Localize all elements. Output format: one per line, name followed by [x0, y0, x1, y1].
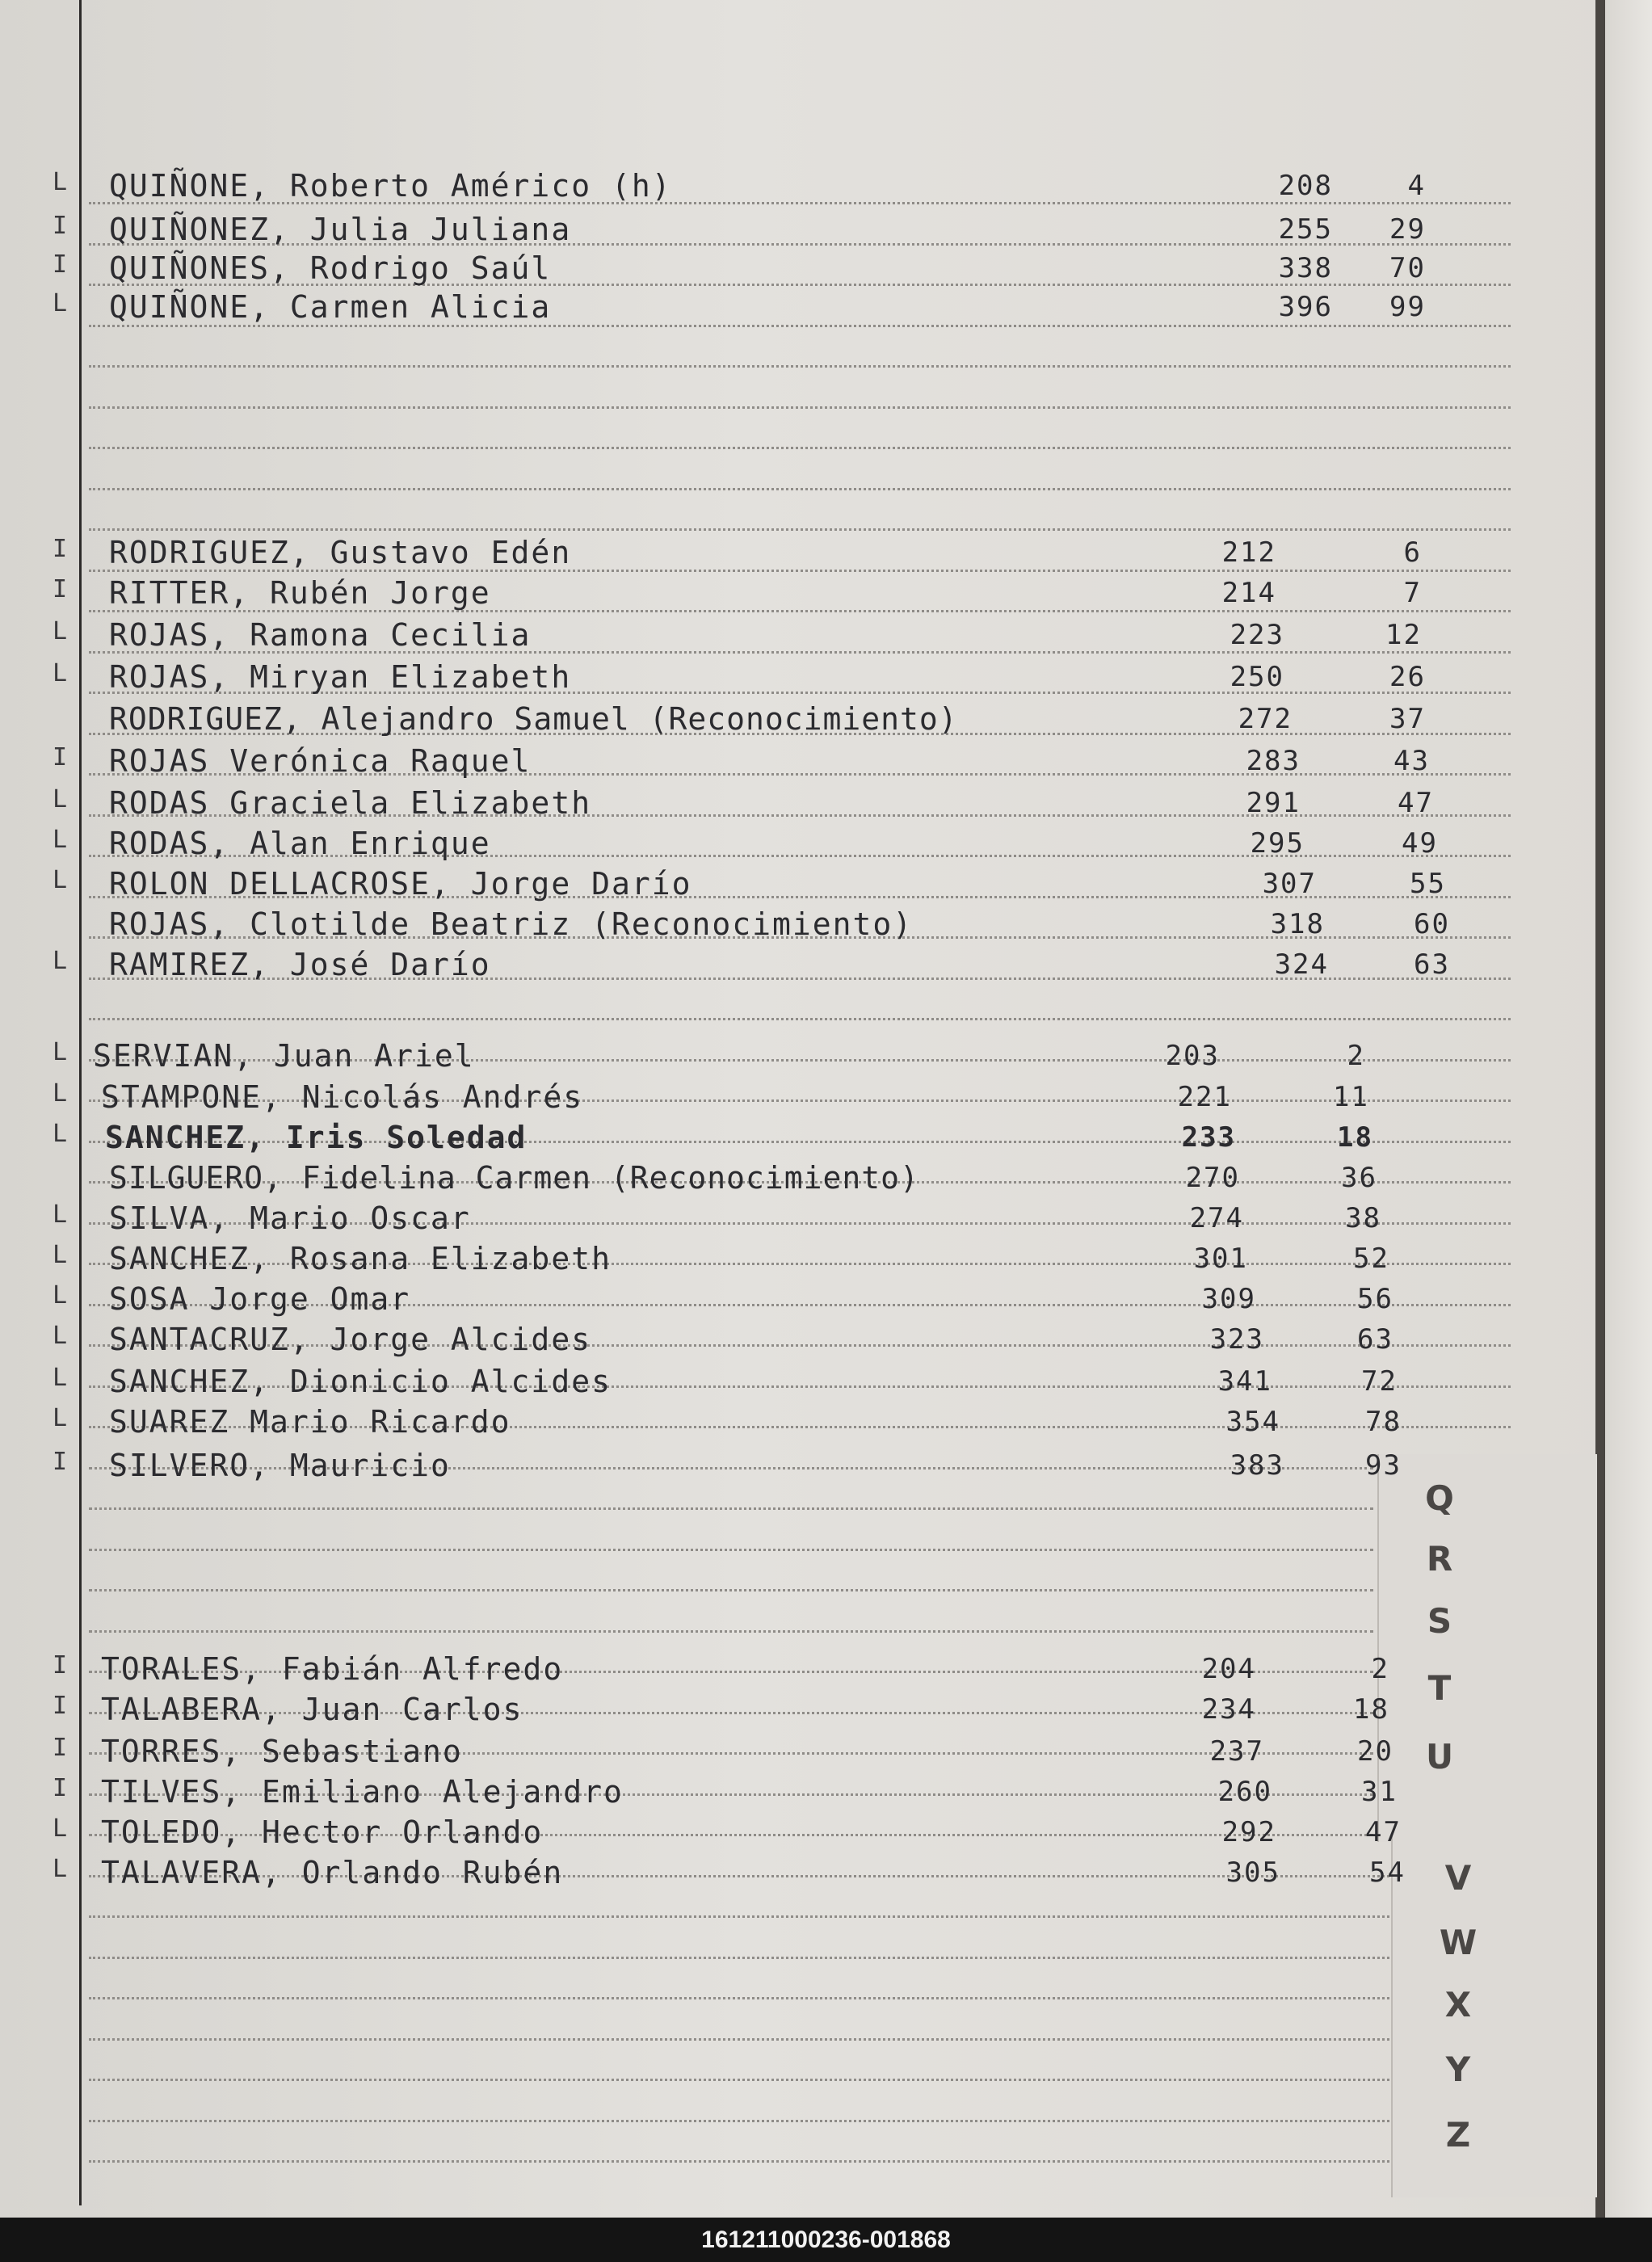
entry-number: 4 [1407, 170, 1426, 202]
entry-folio: 324 [1274, 948, 1329, 981]
entry-number: 63 [1414, 948, 1450, 981]
entry-folio: 396 [1278, 291, 1333, 323]
entry-name: TILVES, Emiliano Alejandro [101, 1774, 624, 1810]
entry-folio: 260 [1217, 1776, 1272, 1808]
index-entry [48, 826, 1438, 863]
entry-mark: L [52, 1404, 69, 1432]
ruled-line [89, 1915, 1389, 1918]
entry-number: 38 [1345, 1202, 1381, 1234]
entry-name: ROJAS Verónica Raquel [109, 743, 532, 779]
index-entry [48, 1281, 1393, 1318]
entry-mark: I [52, 575, 69, 603]
entry-number: 93 [1365, 1449, 1402, 1482]
entry-folio: 204 [1201, 1653, 1256, 1685]
entry-name: SILVA, Mario Oscar [109, 1200, 471, 1236]
entry-number: 43 [1393, 745, 1430, 777]
binding-shadow [1605, 0, 1652, 2218]
index-entry [48, 1692, 1389, 1729]
entry-name: TORALES, Fabián Alfredo [101, 1651, 564, 1687]
entry-folio: 318 [1270, 908, 1325, 940]
entry-name: RODRIGUEZ, Alejandro Samuel (Reconocimiento) [109, 701, 958, 737]
entry-number: 18 [1353, 1693, 1389, 1726]
entry-number: 26 [1389, 661, 1426, 693]
entry-name: RODRIGUEZ, Gustavo Edén [109, 535, 572, 570]
entry-number: 72 [1361, 1365, 1398, 1398]
entry-folio: 307 [1262, 868, 1317, 900]
entry-mark: I [52, 212, 69, 240]
tab-letter-s[interactable]: S [1427, 1601, 1452, 1641]
ruled-line [89, 528, 1511, 531]
entry-folio: 309 [1201, 1283, 1256, 1315]
ruled-line [89, 2038, 1389, 2041]
entry-mark: L [52, 289, 69, 317]
entry-folio: 301 [1193, 1242, 1248, 1275]
entry-folio: 338 [1278, 252, 1333, 284]
entry-name: SOSA Jorge Omar [109, 1281, 411, 1317]
tab-letter-r[interactable]: R [1426, 1539, 1453, 1579]
entry-name: ROJAS, Miryan Elizabeth [109, 659, 572, 695]
entry-mark: L [52, 1281, 69, 1310]
entry-name: RAMIREZ, José Darío [109, 947, 491, 982]
entry-mark: L [52, 659, 69, 687]
entry-name: SILVERO, Mauricio [109, 1448, 451, 1483]
entry-folio: 283 [1246, 745, 1301, 777]
entry-folio: 250 [1230, 661, 1284, 693]
index-entry [48, 1364, 1398, 1401]
index-entry [48, 1241, 1389, 1278]
index-entry [48, 866, 1446, 903]
entry-number: 52 [1353, 1242, 1389, 1275]
ruled-line [89, 1549, 1373, 1551]
entry-folio: 233 [1181, 1121, 1236, 1154]
index-entry [48, 1120, 1389, 1157]
entry-number: 31 [1361, 1776, 1398, 1808]
index-entry [48, 743, 1430, 780]
archive-id-bar [0, 2218, 1652, 2262]
entry-number: 47 [1365, 1816, 1402, 1848]
entry-name: SANCHEZ, Rosana Elizabeth [109, 1241, 612, 1276]
entry-mark: L [52, 785, 69, 814]
entry-number: 2 [1347, 1040, 1365, 1072]
entry-number: 56 [1357, 1283, 1393, 1315]
ruled-line [89, 1997, 1389, 1999]
entry-name: SANCHEZ, Dionicio Alcides [109, 1364, 612, 1399]
index-entry [48, 617, 1422, 654]
entry-mark: L [52, 1200, 69, 1229]
entry-number: 36 [1341, 1162, 1377, 1194]
entry-name: SERVIAN, Juan Ariel [93, 1038, 475, 1074]
ruled-line [89, 447, 1511, 449]
entry-number: 49 [1402, 827, 1438, 860]
entry-mark: L [52, 617, 69, 645]
entry-folio: 208 [1278, 170, 1333, 202]
entry-folio: 212 [1221, 536, 1276, 569]
tab-letter-t[interactable]: T [1427, 1668, 1452, 1708]
entry-number: 18 [1337, 1121, 1373, 1154]
entry-folio: 255 [1278, 213, 1333, 246]
entry-name: ROJAS, Clotilde Beatriz (Reconocimiento) [109, 906, 914, 942]
entry-number: 6 [1403, 536, 1422, 569]
entry-number: 2 [1371, 1653, 1389, 1685]
index-entry [48, 659, 1426, 696]
index-entry [48, 1855, 1406, 1892]
index-entry [48, 168, 1426, 205]
tab-letter-v[interactable]: V [1444, 1858, 1472, 1898]
ruled-line [89, 1507, 1373, 1510]
entry-name: TOLEDO, Hector Orlando [101, 1814, 544, 1850]
entry-folio: 214 [1221, 577, 1276, 609]
entry-number: 29 [1389, 213, 1426, 246]
entry-folio: 295 [1250, 827, 1305, 860]
entry-name: SUAREZ Mario Ricardo [109, 1404, 511, 1440]
ruled-line [89, 488, 1511, 490]
entry-folio: 237 [1209, 1735, 1264, 1768]
index-entry [48, 1734, 1393, 1771]
entry-number: 12 [1385, 619, 1422, 651]
entry-mark: L [52, 1322, 69, 1350]
index-entry [48, 535, 1422, 572]
alphabet-tab-upper [1377, 1454, 1597, 1842]
ruled-line [89, 1018, 1511, 1020]
index-entry [48, 701, 1426, 738]
entry-folio: 223 [1230, 619, 1284, 651]
entry-folio: 292 [1221, 1816, 1276, 1848]
entry-folio: 383 [1230, 1449, 1284, 1482]
index-entry [48, 1814, 1402, 1852]
entry-folio: 341 [1217, 1365, 1272, 1398]
ruled-line [89, 406, 1511, 409]
index-entry [48, 1322, 1393, 1359]
index-entry [48, 947, 1450, 984]
entry-mark: I [52, 743, 69, 772]
index-entry [48, 906, 1450, 944]
entry-mark: L [52, 1364, 69, 1392]
entry-folio: 270 [1185, 1162, 1240, 1194]
entry-folio: 272 [1238, 703, 1293, 735]
entry-folio: 305 [1225, 1856, 1280, 1889]
ruled-line [89, 365, 1511, 368]
entry-number: 37 [1389, 703, 1426, 735]
entry-folio: 291 [1246, 787, 1301, 819]
entry-folio: 234 [1201, 1693, 1256, 1726]
index-entry [48, 785, 1434, 822]
entry-mark: I [52, 1734, 69, 1762]
entry-number: 47 [1398, 787, 1434, 819]
entry-folio: 274 [1189, 1202, 1244, 1234]
index-entry [48, 1200, 1389, 1238]
entry-name: QUIÑONES, Rodrigo Saúl [109, 250, 552, 286]
entry-mark: L [52, 826, 69, 854]
entry-mark: L [52, 1814, 69, 1843]
entry-name: SANTACRUZ, Jorge Alcides [109, 1322, 592, 1357]
entry-name: TALABERA, Juan Carlos [101, 1692, 523, 1727]
index-entry [48, 289, 1426, 326]
entry-mark: I [52, 1774, 69, 1802]
entry-folio: 221 [1177, 1081, 1232, 1113]
entry-mark: I [52, 535, 69, 563]
entry-name: STAMPONE, Nicolás Andrés [101, 1079, 584, 1115]
tab-letter-q[interactable]: Q [1425, 1478, 1454, 1518]
alphabet-tab-lower [1391, 1834, 1597, 2197]
entry-name: SILGUERO, Fidelina Carmen (Reconocimiento) [109, 1160, 919, 1196]
tab-letter-u[interactable]: U [1425, 1737, 1454, 1776]
entry-name: TORRES, Sebastiano [101, 1734, 463, 1769]
entry-mark: L [52, 947, 69, 975]
entry-mark: I [52, 1448, 69, 1476]
tab-letter-y[interactable]: Y [1445, 2050, 1471, 2089]
index-entry [48, 1404, 1402, 1441]
entry-name: RITTER, Rubén Jorge [109, 575, 491, 611]
entry-folio: 323 [1209, 1323, 1264, 1356]
index-entry [48, 1774, 1398, 1811]
entry-name: ROLON DELLACROSE, Jorge Darío [109, 866, 692, 902]
index-entry [48, 1448, 1402, 1485]
ruled-line [89, 1589, 1373, 1591]
entry-mark: L [52, 1855, 69, 1883]
entry-name: QUIÑONE, Roberto Américo (h) [109, 168, 672, 204]
entry-number: 20 [1357, 1735, 1393, 1768]
entry-name: RODAS Graciela Elizabeth [109, 785, 592, 821]
index-entry [48, 212, 1426, 249]
ruled-line [89, 2079, 1389, 2081]
entry-mark: I [52, 1651, 69, 1680]
entry-mark: L [52, 1038, 69, 1066]
entry-number: 54 [1369, 1856, 1406, 1889]
ruled-line [89, 2160, 1389, 2163]
entry-mark: L [52, 866, 69, 894]
index-entry [48, 575, 1422, 612]
index-entry [48, 1160, 1389, 1197]
entry-number: 63 [1357, 1323, 1393, 1356]
entry-mark: L [52, 1079, 69, 1108]
entry-mark: L [52, 1241, 69, 1269]
entry-name: QUIÑONEZ, Julia Juliana [109, 212, 572, 247]
tab-letter-x[interactable]: X [1444, 1985, 1472, 2024]
tab-letter-z[interactable]: Z [1445, 2115, 1471, 2155]
entry-name: TALAVERA, Orlando Rubén [101, 1855, 564, 1890]
entry-name: SANCHEZ, Iris Soledad [105, 1120, 528, 1155]
entry-number: 99 [1389, 291, 1426, 323]
entry-number: 11 [1333, 1081, 1369, 1113]
entry-folio: 354 [1225, 1406, 1280, 1438]
entry-mark: L [52, 168, 69, 196]
ruled-line [89, 2120, 1389, 2122]
entry-mark: I [52, 250, 69, 279]
entry-number: 55 [1410, 868, 1446, 900]
ruled-line [89, 1957, 1389, 1959]
entry-number: 78 [1365, 1406, 1402, 1438]
entry-number: 70 [1389, 252, 1426, 284]
entry-number: 7 [1403, 577, 1422, 609]
entry-name: ROJAS, Ramona Cecilia [109, 617, 532, 653]
entry-name: RODAS, Alan Enrique [109, 826, 491, 861]
index-entry [48, 250, 1426, 288]
archive-id: 161211000236-001868 [701, 2226, 951, 2253]
ruled-line [89, 1630, 1373, 1633]
tab-letter-w[interactable]: W [1439, 1923, 1478, 1962]
index-entry [48, 1038, 1389, 1075]
entry-mark: L [52, 1120, 69, 1148]
entry-mark: I [52, 1692, 69, 1720]
index-entry [48, 1079, 1389, 1116]
index-entry [48, 1651, 1389, 1688]
entry-number: 60 [1414, 908, 1450, 940]
entry-name: QUIÑONE, Carmen Alicia [109, 289, 552, 325]
entry-folio: 203 [1165, 1040, 1220, 1072]
